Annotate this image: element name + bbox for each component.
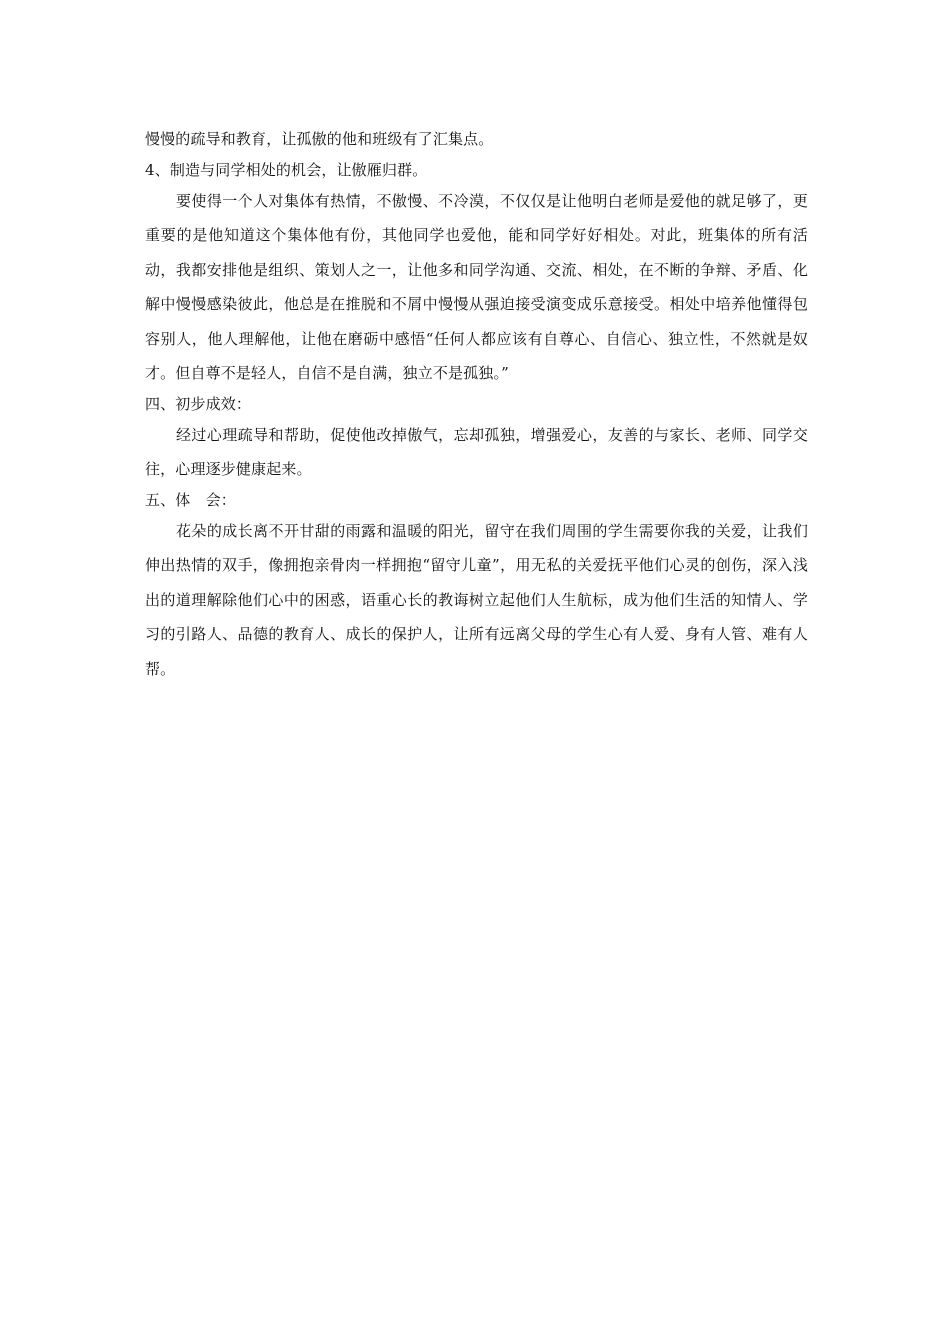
paragraph-results: 经过心理疏导和帮助，促使他改掉傲气，忘却孤独，增强爱心，友善的与家长、老师、同学交往，心理逐步健康起来。 [145, 425, 808, 478]
paragraph-reflection: 花朵的成长离不开甘甜的雨露和温暖的阳光，留守在我们周围的学生需要你我的关爱，让我们伸出热情的双手，像拥抱亲骨肉一样拥抱“留守儿童”，用无私的关爱抚平他们心灵的创伤，深入浅出的道理解除他们心中的困惑，语重心长的教诲树立起他们人生航标，成为他们生活的知情人、学习的引路人、品德的教育人、成长的保护人，让所有远离父母的学生心有人爱、身有人管、难有人帮。 [145, 521, 808, 678]
document-body [145, 122, 808, 686]
paragraph-continuation: 慢慢的疏导和教育，让孤傲的他和班级有了汇集点。 [145, 130, 494, 148]
section-heading-results: 四、初步成效： [145, 394, 252, 413]
paragraph-collective: 要使得一个人对集体有热情，不傲慢、不冷漠，不仅仅是让他明白老师是爱他的就足够了，更重要的是他知道这个集体他有份，其他同学也爱他，能和同学好好相处。对此，班集体的所有活动，我都安排他是组织、策划人之一，让他多和同学沟通、交流、相处，在不断的争辩、矛盾、化解中慢慢感染彼此，他总是在推脱和不屑中慢慢从强迫接受演变成乐意接受。相处中培养他懂得包容别人，他人理解他，让他在磨砺中感悟“任何人都应该有自尊心、自信心、独立性，不然就是奴才。但自尊不是轻人，自信不是自满，独立不是孤独。” [145, 191, 808, 382]
section-heading-reflection: 五、体 会： [145, 490, 236, 509]
subheading-4: 4、制造与同学相处的机会，让傲雁归群。 [145, 160, 428, 179]
